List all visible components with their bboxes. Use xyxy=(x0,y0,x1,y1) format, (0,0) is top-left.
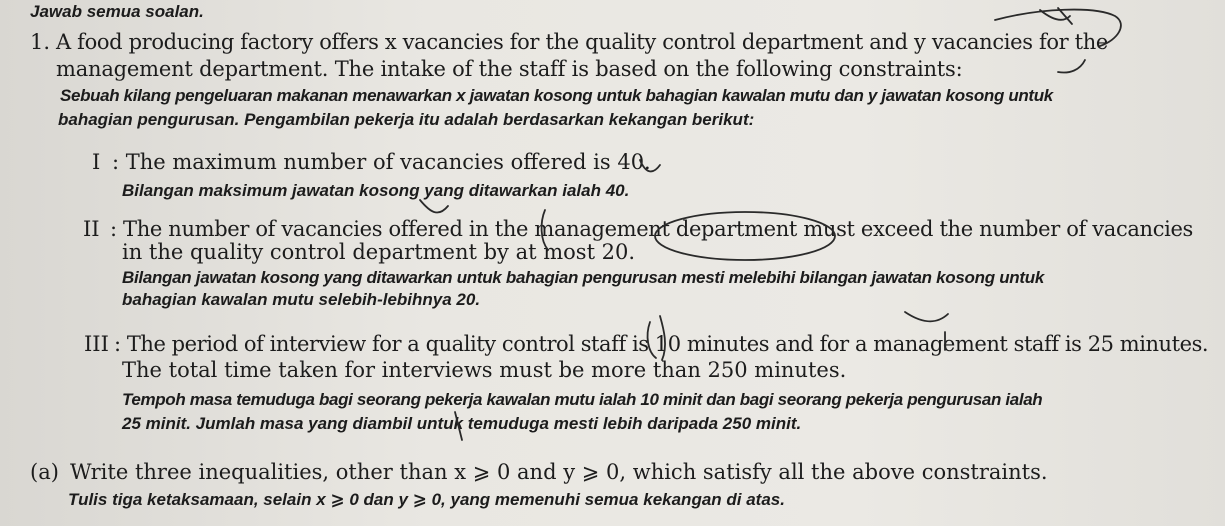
instruction: Jawab semua soalan. xyxy=(30,2,204,21)
question-number: 1. xyxy=(30,30,51,54)
constraint-3-en-line1: : The period of interview for a quality control staff is 10 minutes and for a management staff is 25 minutes. xyxy=(114,332,1209,356)
question-intro-en-line2: management department. The intake of the staff is based on the following constraints: xyxy=(56,57,963,81)
constraint-3-ms-line1: Tempoh masa temuduga bagi seorang pekerja kawalan mutu ialah 10 minit dan bagi seorang pekerja pengurusan ialah xyxy=(122,390,1043,409)
question-intro-en-line1: A food producing factory offers x vacancies for the quality control department and y vacancies for the xyxy=(56,30,1109,54)
constraint-1-ms-line1: Bilangan maksimum jawatan kosong yang ditawarkan ialah 40. xyxy=(122,181,630,200)
annotation-stroke xyxy=(640,160,660,171)
question-intro-ms-line2: bahagian pengurusan. Pengambilan pekerja itu adalah berdasarkan kekangan berikut: xyxy=(58,110,755,129)
constraint-2-ms-line2: bahagian kawalan mutu selebih-lebihnya 20. xyxy=(122,290,481,309)
constraint-3-en-line2: The total time taken for interviews must be more than 250 minutes. xyxy=(122,358,847,382)
constraint-1-label: I xyxy=(92,150,101,174)
constraint-1-en-line1: : The maximum number of vacancies offered is 40. xyxy=(112,150,651,174)
part-a-label: (a) xyxy=(30,460,59,484)
annotation-stroke xyxy=(905,312,948,350)
part-a-en: Write three inequalities, other than x ⩾ 0 and y ⩾ 0, which satisfy all the above constraints. xyxy=(70,460,1048,484)
constraint-2-en-line2: in the quality control department by at most 20. xyxy=(122,240,636,264)
annotation-stroke xyxy=(648,316,666,360)
constraint-2-en-line1: : The number of vacancies offered in the management department must exceed the number of vacancies xyxy=(110,217,1193,241)
annotation-stroke xyxy=(1058,60,1085,73)
annotation-circle xyxy=(655,212,835,260)
annotation-stroke xyxy=(995,10,1121,46)
constraint-2-label: II xyxy=(83,217,100,241)
annotation-stroke xyxy=(542,210,548,250)
part-a-ms: Tulis tiga ketaksamaan, selain x ⩾ 0 dan y ⩾ 0, yang memenuhi semua kekangan di atas. xyxy=(68,490,785,509)
constraint-3-ms-line2: 25 minit. Jumlah masa yang diambil untuk temuduga mesti lebih daripada 250 minit. xyxy=(122,414,802,433)
annotation-stroke xyxy=(420,200,448,213)
constraint-2-ms-line1: Bilangan jawatan kosong yang ditawarkan untuk bahagian pengurusan mesti melebihi bilangan jawatan kosong untuk xyxy=(122,268,1044,287)
question-intro-ms-line1: Sebuah kilang pengeluaran makanan menawarkan x jawatan kosong untuk bahagian kawalan mutu dan y jawatan kosong untuk xyxy=(60,86,1053,105)
annotation-stroke xyxy=(455,412,462,440)
constraint-3-label: III xyxy=(84,332,109,356)
